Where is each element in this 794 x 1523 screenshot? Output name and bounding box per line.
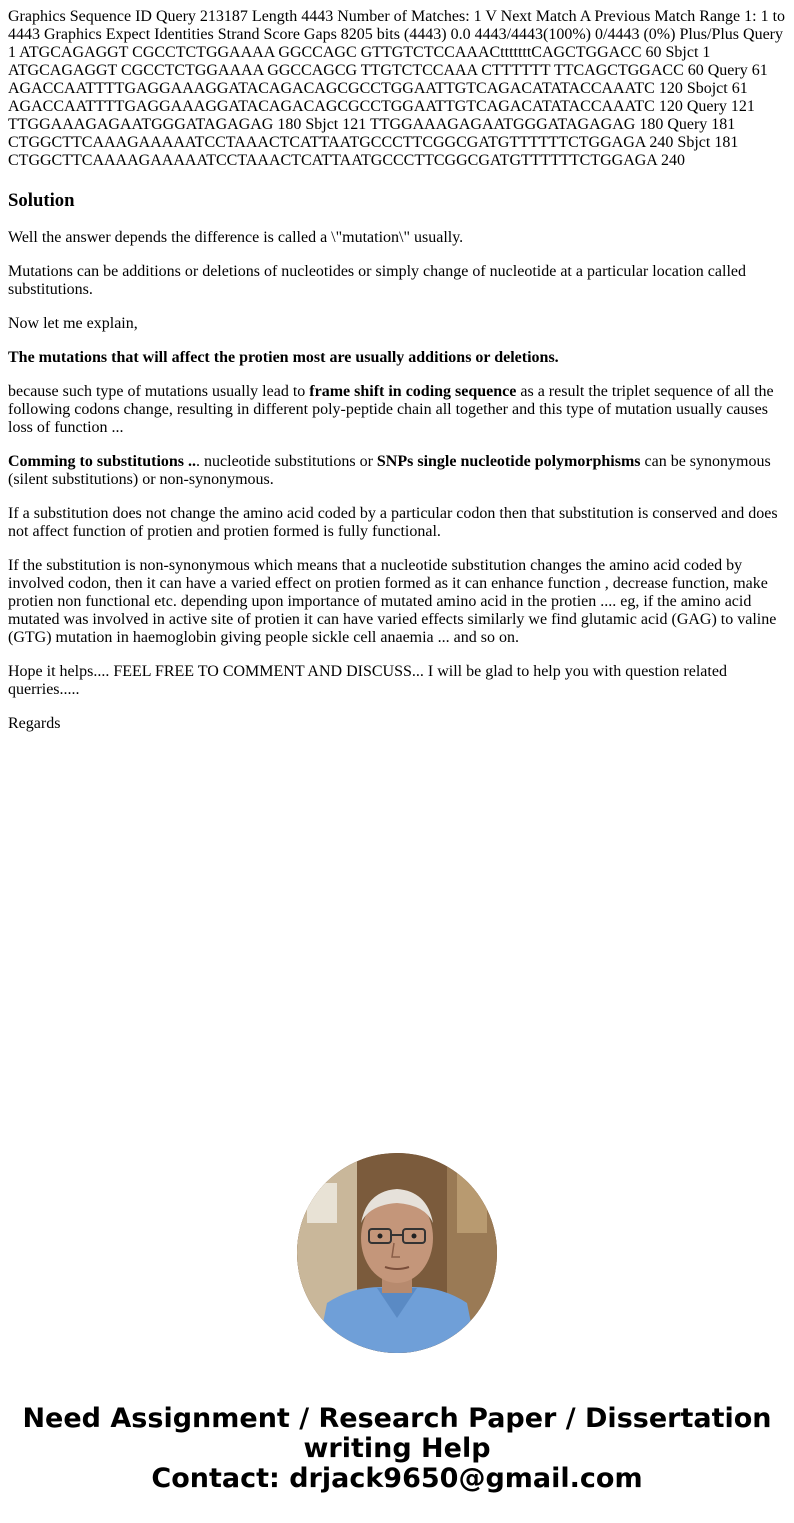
solution-paragraph-4 bbox=[8, 349, 786, 367]
banner-line-2: writing Help bbox=[303, 1433, 491, 1464]
solution-paragraph-2: Mutations can be additions or deletions of nucleotides or simply change of nucleotide at a particular location called substitutions. bbox=[8, 263, 746, 298]
solution-paragraph-1: Well the answer depends the difference is called a \"mutation\" usually. bbox=[8, 229, 464, 246]
author-avatar bbox=[297, 1153, 497, 1353]
page-content bbox=[8, 8, 786, 749]
solution-paragraph-5 bbox=[8, 383, 786, 437]
question-text: Graphics Sequence ID Query 213187 Length 4443 Number of Matches: 1 V Next Match A Previous Match Range 1: 1 to 4443 Graphics Expect Identities Strand Score Gaps 8205 bits (4443) 0.0 4443/4443(100%) 0/4443 (0%) Plus/Plus Query 1 ATGCAGAGGT CGCCTCTGGAAAA GGCCAGC GTTGTCTCCAAACtttttttCAGCTGGACC 60 Sbjct 1 ATGCAGAGGT CGCCTCTGGAAAA GGCCAGCG TTGTCTCCAAA CTTTTTT TTCAGCTGGACC 60 Query 61 AGACCAATTTTGAGGAAAGGATACAGACAGCGCCTGGAATTGTCAGACATATACCAAATC 120 Sbojct 61 AGACCAATTTTGAGGAAAGGATACAGACAGCGCCTGGAATTGTCAGACATATACCAAATC 120 Query 121 TTGGAAAGAGAATGGGATAGAGAG 180 Sbjct 121 TTGGAAAGAGAATGGGATAGAGAG 180 Query 181 CTGGCTTCAAAGAAAAATCCTAAACTCATTAATGCCCTTCGGCGATGTTTTTTCTGGAGA 240 Sbjct 181 CTGGCTTCAAAAGAAAAATCCTAAACTCATTAATGCCCTTCGGCGATGTTTTTTCTGGAGA 240 bbox=[8, 8, 786, 169]
p6-text-b: can be synonymous (silent substitutions) or non-synonymous. bbox=[8, 453, 771, 488]
solution-paragraph-6 bbox=[8, 453, 786, 489]
banner-contact-line: Contact: drjack9650@gmail.com bbox=[151, 1463, 643, 1494]
p6-text-a: . nucleotide substitutions or bbox=[196, 453, 377, 470]
p5-bold: frame shift in coding sequence bbox=[309, 383, 517, 400]
p6-bold-2: SNPs single nucleotide polymorphisms bbox=[376, 453, 641, 470]
banner-line-1: Need Assignment / Research Paper / Dissertation bbox=[22, 1403, 772, 1434]
contact-banner bbox=[0, 1404, 794, 1494]
solution-paragraph-7: If a substitution does not change the amino acid coded by a particular codon then that substitution is conserved and does not affect function of protien and protien formed is fully functional. bbox=[8, 505, 778, 540]
p6-bold-1: Comming to substitutions .. bbox=[8, 453, 197, 470]
p5-text-a: because such type of mutations usually lead to bbox=[8, 383, 310, 400]
solution-paragraph-3: Now let me explain, bbox=[8, 315, 138, 332]
solution-heading: Solution bbox=[8, 190, 75, 211]
author-portrait bbox=[297, 1153, 497, 1353]
solution-paragraph-10: Regards bbox=[8, 715, 61, 732]
solution-paragraph-9: Hope it helps.... FEEL FREE TO COMMENT AND DISCUSS... I will be glad to help you with question related querries..... bbox=[8, 663, 727, 698]
p5-text-b: as a result the triplet sequence of all the following codons change, resulting in different poly-peptide chain all together and this type of mutation usually causes loss of function ... bbox=[8, 383, 774, 436]
solution-paragraph-8: If the substitution is non-synonymous which means that a nucleotide substitution changes the amino acid coded by involved codon, then it can have a varied effect on protien formed as it can enhance function , decrease function, make protien non functional etc. depending upon importance of mutated amino acid in the protien .... eg, if the amino acid mutated was involved in active site of protien it can have varied effects similarly we find glutamic acid (GAG) to valine (GTG) mutation in haemoglobin giving people sickle cell anaemia ... and so on. bbox=[8, 557, 777, 646]
bold-statement: The mutations that will affect the protien most are usually additions or deletions. bbox=[8, 349, 559, 366]
